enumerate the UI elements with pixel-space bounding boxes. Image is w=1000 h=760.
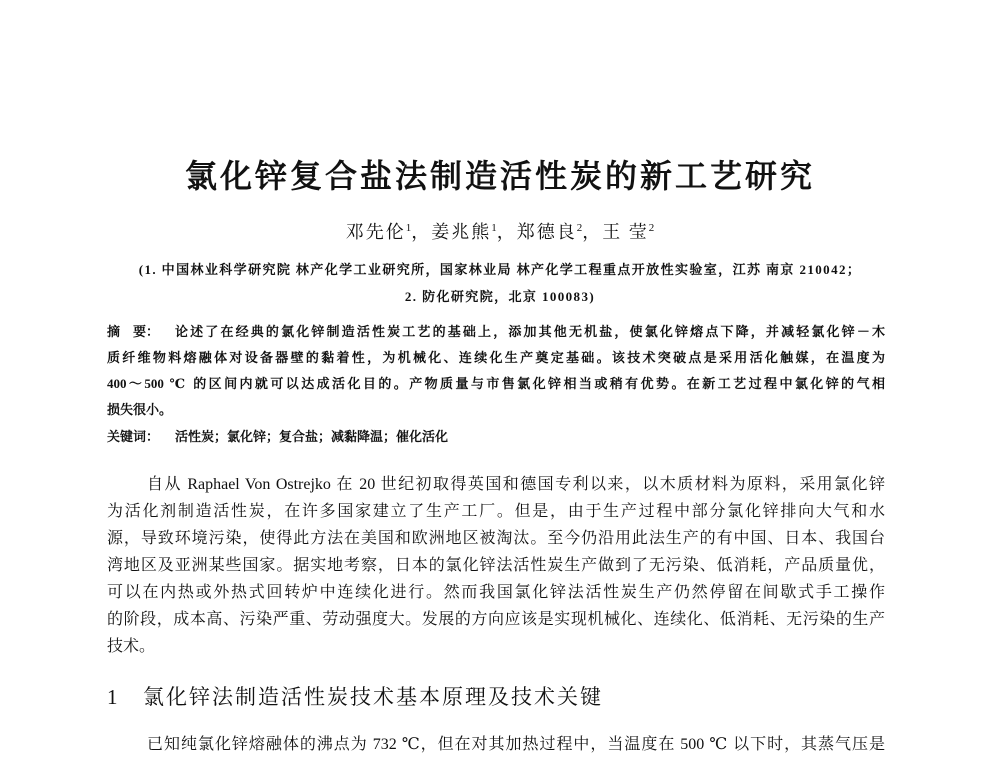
paragraph-line: 的阶段，成本高、污染严重、劳动强度大。发展的方向应该是实现机械化、连续化、低消耗、无污染的生产 — [107, 611, 885, 628]
section-heading: 氯化锌法制造活性炭技术基本原理及技术关键 — [143, 685, 603, 709]
paragraph-line: 已知纯氯化锌熔融体的沸点为 732 ℃，但在对其加热过程中，当温度在 500 ℃ 以下时，其蒸气压是 — [147, 736, 885, 753]
paper-title: 氯化锌复合盐法制造活性炭的新工艺研究 — [184, 157, 815, 195]
section-number: 1 — [107, 685, 118, 709]
author-separator: ， — [582, 222, 603, 242]
paragraph-line: 自从 Raphael Von Ostrejko 在 20 世纪初取得英国和德国专利以来，以木质材料为原料，采用氯化锌 — [147, 476, 885, 493]
author-separator: ， — [496, 222, 517, 242]
keywords-label: 关键词： — [107, 429, 160, 444]
author-affiliation-mark: 1 — [405, 222, 412, 234]
affiliation-line: (1. 中国林业科学研究院 林产化学工业研究所，国家林业局 林产化学工程重点开放性实验室，江苏 南京 210042； — [138, 262, 862, 277]
paragraph-line: 为活化剂制造活性炭，在许多国家建立了生产工厂。但是，由于生产过程中部分氯化锌排向大气和水 — [107, 503, 885, 520]
affiliation-line: 2. 防化研究院，北京 100083) — [404, 289, 596, 304]
author-affiliation-mark: 1 — [491, 222, 497, 234]
abstract-line: 论述了在经典的氯化锌制造活性炭工艺的基础上，添加其他无机盐，使氯化锌熔点下降，并减轻氯化锌－木 — [175, 324, 885, 339]
author-name: 郑德良 — [516, 222, 577, 242]
paragraph-line: 湾地区及亚洲某些国家。据实地考察，日本的氯化锌法活性炭生产做到了无污染、低消耗，产品质量优， — [107, 557, 885, 574]
author-affiliation-mark: 2 — [648, 222, 655, 234]
author-list — [0, 219, 1000, 245]
abstract-line: 400～500 ℃ 的区间内就可以达成活化目的。产物质量与市售氯化锌相当或稍有优势。在新工艺过程中氯化锌的气相 — [107, 376, 885, 391]
abstract-label: 摘 要： — [107, 324, 160, 339]
author-name: 邓先伦 — [345, 222, 406, 242]
abstract-line: 损失很小。 — [107, 402, 173, 417]
paragraph-line: 可以在内热或外热式回转炉中连续化进行。然而我国氯化锌法活性炭生产仍然停留在间歇式手工操作 — [107, 584, 885, 601]
paragraph-line: 技术。 — [107, 638, 156, 655]
abstract-line: 质纤维物料熔融体对设备器壁的黏着性，为机械化、连续化生产奠定基础。该技术突破点是采用活化触媒，在温度为 — [107, 350, 885, 365]
author-affiliation-mark: 2 — [576, 222, 583, 234]
author-separator: ， — [411, 222, 432, 242]
paragraph-line: 源，导致环境污染，使得此方法在美国和欧洲地区被淘汰。至今仍沿用此法生产的有中国、日本、我国台 — [107, 530, 885, 547]
author-name: 姜兆熊 — [431, 222, 492, 242]
author-name: 王 莹 — [602, 222, 649, 242]
keywords-text: 活性炭；氯化锌；复合盐；减黏降温；催化活化 — [175, 429, 449, 444]
